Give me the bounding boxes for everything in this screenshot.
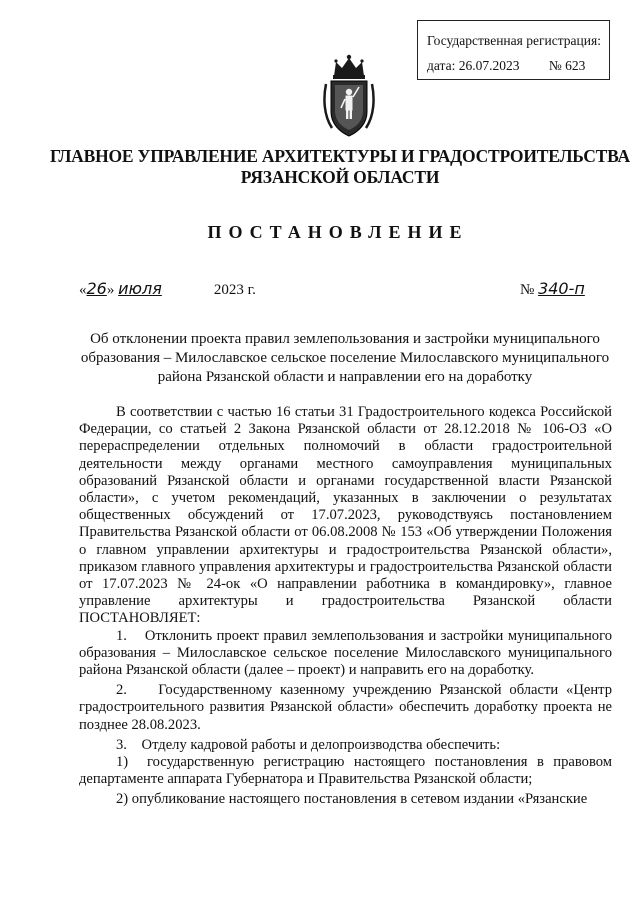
date-year: 2023 г. (213, 282, 256, 298)
registration-number: № 623 (548, 58, 586, 73)
date-day: 26 (86, 279, 107, 298)
document-subject: Об отклонении проекта правил землепользования и застройки муниципального образования – Милославское сельское поселение Милославского муниципального района Рязанской области и направлении его на доработку (80, 331, 610, 385)
registration-date: дата: 26.07.2023 (427, 58, 520, 73)
document-type-heading: ПОСТАНОВЛЕНИЕ (207, 222, 469, 242)
document-date (79, 279, 256, 299)
ryazan-coat-of-arms-icon (322, 54, 376, 138)
organization-title-line2: РЯЗАНСКОЙ ОБЛАСТИ (240, 167, 440, 187)
registration-stamp-box (417, 20, 610, 80)
registration-title: Государственная регистрация: (427, 33, 601, 48)
body-paragraph-item-2: 2. Государственному казенному учреждению Рязанской области «Центр градостроительного развития Рязанской области» обеспечить доработку проекта не позднее 28.08.2023. (79, 682, 612, 733)
document-number-value: 340-п (538, 279, 585, 298)
body-paragraph-item-3: 3. Отделу кадровой работы и делопроизводства обеспечить: (116, 736, 501, 753)
organization-title (40, 146, 640, 188)
document-number-prefix: № (520, 282, 535, 298)
body-paragraph-subitem-1: 1) государственную регистрацию настоящего постановления в правовом департаменте аппарата Губернатора и Правительства Рязанской области; (79, 754, 612, 788)
registration-details (427, 56, 609, 76)
date-month: июля (118, 279, 162, 298)
document-body (79, 404, 612, 809)
body-paragraph-item-1: 1. Отклонить проект правил землепользования и застройки муниципального образования – Милославское сельское поселение Милославского муниципального района Рязанской области (далее – проект) и направить его на доработку. (79, 627, 612, 679)
body-paragraph-subitem-2: 2) опубликование настоящего постановления в сетевом издании «Рязанские (116, 791, 588, 808)
document-number (520, 279, 585, 299)
body-paragraph-preamble: В соответствии с частью 16 статьи 31 Градостроительного кодекса Российской Федерации, со статьей 2 Закона Рязанской области от 28.12.2018 № 106-ОЗ «О перераспределении отдельных полномочий в области градостроительной деятельности между органами местного самоуправления муниципальных образований Рязанской области и органами государственной власти Рязанской области», с учетом рекомендаций, указанных в заключении о результатах общественных обсуждений от 17.07.2023, руководствуясь постановлением Правительства Рязанской области от 06.08.2008 № 153 «Об утверждении Положения о главном управлении архитектуры и градостроительства Рязанской области», приказом главного управления архитектуры и градостроительства Рязанской области от 17.07.2023 № 24-ок «О направлении работника в командировку», главное управление архитектуры и градостроительства Рязанской области ПОСТАНОВЛЯЕТ: (79, 404, 612, 627)
date-open-quote: « (79, 282, 87, 298)
date-close-quote: » (106, 282, 115, 298)
organization-title-line1: ГЛАВНОЕ УПРАВЛЕНИЕ АРХИТЕКТУРЫ И ГРАДОСТРОИТЕЛЬСТВА (50, 146, 630, 166)
